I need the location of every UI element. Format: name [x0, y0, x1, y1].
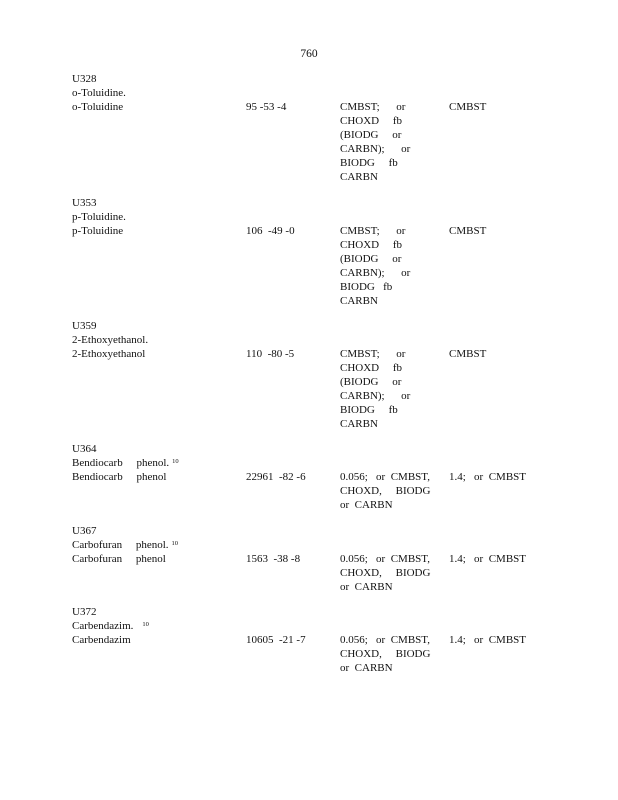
wastewater-standard: [340, 100, 432, 184]
standard-line: CMBST; or: [340, 101, 406, 113]
constituent-name-repeat: Carbofuran phenol: [72, 553, 166, 565]
wastewater-standard: [340, 552, 432, 594]
standard-line: or CARBN: [340, 581, 393, 593]
nonwastewater-standard: CMBST: [449, 348, 487, 360]
standard-line: (BIODG or: [340, 129, 402, 141]
standard-line: or CARBN: [340, 662, 393, 674]
constituent-name-repeat: 2-Ethoxyethanol: [72, 348, 146, 360]
wastewater-standard: [340, 470, 432, 512]
waste-code: U367: [72, 525, 97, 537]
constituent-name-repeat: Bendiocarb phenol: [72, 471, 167, 483]
footnote-marker: 10: [172, 458, 179, 465]
standard-line: CARBN); or: [340, 143, 411, 155]
page-number: 760: [300, 48, 318, 60]
constituent-name: [72, 210, 126, 224]
constituent-name-text: Carbofuran phenol.: [72, 539, 169, 551]
standard-line: CHOXD, BIODG: [340, 485, 431, 497]
nonwastewater-standard: CMBST: [449, 101, 487, 113]
cas-number: 95 -53 -4: [246, 101, 287, 113]
constituent-name: [72, 86, 126, 100]
footnote-marker: 10: [171, 540, 179, 547]
standard-line: 0.056; or CMBST,: [340, 471, 430, 483]
standard-line: (BIODG or: [340, 376, 402, 388]
standard-line: 0.056; or CMBST,: [340, 553, 430, 565]
standard-line: CHOXD, BIODG: [340, 648, 431, 660]
standard-line: 0.056; or CMBST,: [340, 634, 430, 646]
waste-code: U353: [72, 197, 97, 209]
nonwastewater-standard: 1.4; or CMBST: [449, 634, 527, 646]
standard-line: CARBN: [340, 295, 378, 307]
wastewater-standard: [340, 224, 432, 308]
constituent-name-text: Carbendazim.: [72, 620, 134, 632]
waste-code: U359: [72, 320, 97, 332]
nonwastewater-standard: 1.4; or CMBST: [449, 471, 527, 483]
standard-line: (BIODG or: [340, 253, 402, 265]
standard-line: CHOXD fb: [340, 239, 403, 251]
standard-line: CARBN: [340, 171, 378, 183]
standard-line: BIODG fb: [340, 281, 393, 293]
cas-number: 106 -49 -0: [246, 225, 295, 237]
waste-code: U372: [72, 606, 97, 618]
constituent-name-text: 2-Ethoxyethanol.: [72, 334, 149, 346]
standard-line: or CARBN: [340, 499, 393, 511]
nonwastewater-standard: 1.4; or CMBST: [449, 553, 527, 565]
cas-number: 110 -80 -5: [246, 348, 295, 360]
standard-line: BIODG fb: [340, 157, 398, 169]
waste-code: U328: [72, 73, 97, 85]
standard-line: CHOXD fb: [340, 115, 403, 127]
standard-line: CARBN); or: [340, 267, 411, 279]
constituent-name: [72, 333, 148, 347]
standard-line: CMBST; or: [340, 225, 406, 237]
cas-number: 22961 -82 -6: [246, 471, 306, 483]
constituent-name-text: Bendiocarb phenol.: [72, 457, 170, 469]
constituent-name-repeat: Carbendazim: [72, 634, 131, 646]
standard-line: BIODG fb: [340, 404, 398, 416]
wastewater-standard: [340, 347, 432, 431]
constituent-name-text: p-Toluidine.: [72, 211, 126, 223]
constituent-name-text: o-Toluidine.: [72, 87, 126, 99]
constituent-name-repeat: p-Toluidine: [72, 225, 124, 237]
standard-line: CMBST; or: [340, 348, 406, 360]
wastewater-standard: [340, 633, 432, 675]
standard-line: CARBN); or: [340, 390, 411, 402]
standard-line: CARBN: [340, 418, 378, 430]
nonwastewater-standard: CMBST: [449, 225, 487, 237]
footnote-marker: 10: [142, 621, 149, 628]
constituent-name-repeat: o-Toluidine: [72, 101, 124, 113]
cas-number: 10605 -21 -7: [246, 634, 306, 646]
standard-line: CHOXD fb: [340, 362, 403, 374]
standard-line: CHOXD, BIODG: [340, 567, 431, 579]
waste-code: U364: [72, 443, 97, 455]
cas-number: 1563 -38 -8: [246, 553, 301, 565]
